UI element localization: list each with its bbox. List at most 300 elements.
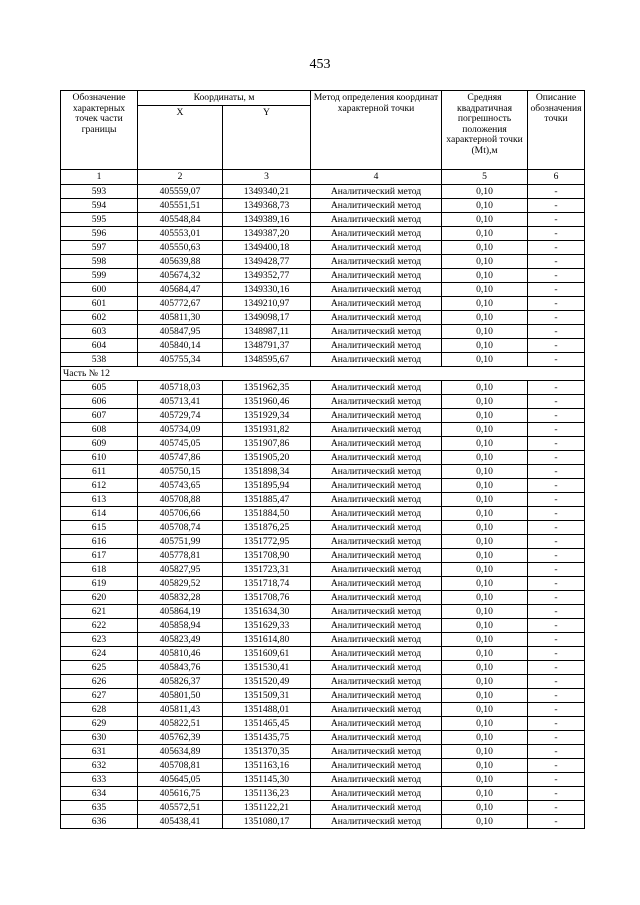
description-cell: - [528, 633, 585, 647]
error-mt-cell: 0,10 [442, 395, 528, 409]
part-label-section [61, 367, 585, 381]
column-number: 4 [311, 170, 442, 185]
description-cell: - [528, 759, 585, 773]
method-cell: Аналитический метод [311, 801, 442, 815]
coord-y-cell: 1349098,17 [223, 311, 311, 325]
coord-y-cell: 1351530,41 [223, 661, 311, 675]
coord-x-cell: 405858,94 [138, 619, 223, 633]
coord-y-cell: 1351435,75 [223, 731, 311, 745]
description-cell: - [528, 731, 585, 745]
point-number-cell: 612 [61, 479, 138, 493]
error-mt-cell: 0,10 [442, 185, 528, 199]
table-row [61, 199, 585, 213]
coord-x-cell: 405751,99 [138, 535, 223, 549]
point-number-cell: 616 [61, 535, 138, 549]
error-mt-cell: 0,10 [442, 325, 528, 339]
coord-x-cell: 405729,74 [138, 409, 223, 423]
header-coordinates: Координаты, м [138, 91, 311, 106]
method-cell: Аналитический метод [311, 199, 442, 213]
point-number-cell: 634 [61, 787, 138, 801]
error-mt-cell: 0,10 [442, 661, 528, 675]
coord-y-cell: 1351884,50 [223, 507, 311, 521]
description-cell: - [528, 619, 585, 633]
coord-y-cell: 1348595,67 [223, 353, 311, 367]
table-body-part-11 [61, 185, 585, 367]
point-number-cell: 628 [61, 703, 138, 717]
description-cell: - [528, 591, 585, 605]
coord-y-cell: 1351080,17 [223, 815, 311, 829]
coord-x-cell: 405616,75 [138, 787, 223, 801]
point-number-cell: 599 [61, 269, 138, 283]
coord-x-cell: 405864,19 [138, 605, 223, 619]
coord-x-cell: 405572,51 [138, 801, 223, 815]
description-cell: - [528, 521, 585, 535]
method-cell: Аналитический метод [311, 773, 442, 787]
error-mt-cell: 0,10 [442, 745, 528, 759]
method-cell: Аналитический метод [311, 269, 442, 283]
description-cell: - [528, 311, 585, 325]
table-row [61, 409, 585, 423]
table-row [61, 787, 585, 801]
error-mt-cell: 0,10 [442, 423, 528, 437]
description-cell: - [528, 605, 585, 619]
coord-y-cell: 1351960,46 [223, 395, 311, 409]
coord-y-cell: 1351488,01 [223, 703, 311, 717]
error-mt-cell: 0,10 [442, 521, 528, 535]
error-mt-cell: 0,10 [442, 759, 528, 773]
description-cell: - [528, 283, 585, 297]
point-number-cell: 631 [61, 745, 138, 759]
coord-y-cell: 1351520,49 [223, 675, 311, 689]
error-mt-cell: 0,10 [442, 717, 528, 731]
point-number-cell: 614 [61, 507, 138, 521]
part-label: Часть № 12 [61, 367, 585, 381]
coord-y-cell: 1349340,21 [223, 185, 311, 199]
description-cell: - [528, 213, 585, 227]
coord-x-cell: 405755,34 [138, 353, 223, 367]
error-mt-cell: 0,10 [442, 269, 528, 283]
method-cell: Аналитический метод [311, 311, 442, 325]
coord-y-cell: 1351509,31 [223, 689, 311, 703]
method-cell: Аналитический метод [311, 339, 442, 353]
coord-y-cell: 1351465,45 [223, 717, 311, 731]
coord-x-cell: 405706,66 [138, 507, 223, 521]
method-cell: Аналитический метод [311, 185, 442, 199]
coord-x-cell: 405772,67 [138, 297, 223, 311]
coord-x-cell: 405713,41 [138, 395, 223, 409]
description-cell: - [528, 549, 585, 563]
error-mt-cell: 0,10 [442, 801, 528, 815]
table-row [61, 465, 585, 479]
description-cell: - [528, 339, 585, 353]
error-mt-cell: 0,10 [442, 255, 528, 269]
coord-x-cell: 405843,76 [138, 661, 223, 675]
coord-y-cell: 1349368,73 [223, 199, 311, 213]
method-cell: Аналитический метод [311, 255, 442, 269]
description-cell: - [528, 409, 585, 423]
error-mt-cell: 0,10 [442, 381, 528, 395]
description-cell: - [528, 297, 585, 311]
coord-y-cell: 1348791,37 [223, 339, 311, 353]
table-row [61, 549, 585, 563]
page-number: 453 [309, 57, 331, 72]
method-cell: Аналитический метод [311, 213, 442, 227]
point-number-cell: 633 [61, 773, 138, 787]
coord-x-cell: 405829,52 [138, 577, 223, 591]
table-row [61, 731, 585, 745]
coord-x-cell: 405827,95 [138, 563, 223, 577]
coord-x-cell: 405684,47 [138, 283, 223, 297]
point-number-cell: 621 [61, 605, 138, 619]
description-cell: - [528, 353, 585, 367]
coord-x-cell: 405674,32 [138, 269, 223, 283]
coord-x-cell: 405822,51 [138, 717, 223, 731]
coord-y-cell: 1351885,47 [223, 493, 311, 507]
coord-y-cell: 1351370,35 [223, 745, 311, 759]
method-cell: Аналитический метод [311, 661, 442, 675]
table-row [61, 773, 585, 787]
coord-x-cell: 405847,95 [138, 325, 223, 339]
header-x: X [138, 106, 223, 170]
coord-y-cell: 1349210,97 [223, 297, 311, 311]
column-number: 1 [61, 170, 138, 185]
method-cell: Аналитический метод [311, 297, 442, 311]
method-cell: Аналитический метод [311, 507, 442, 521]
error-mt-cell: 0,10 [442, 283, 528, 297]
point-number-cell: 613 [61, 493, 138, 507]
table-row [61, 227, 585, 241]
method-cell: Аналитический метод [311, 647, 442, 661]
method-cell: Аналитический метод [311, 745, 442, 759]
column-number: 6 [528, 170, 585, 185]
method-cell: Аналитический метод [311, 731, 442, 745]
coord-y-cell: 1349389,16 [223, 213, 311, 227]
coord-x-cell: 405750,15 [138, 465, 223, 479]
error-mt-cell: 0,10 [442, 227, 528, 241]
point-number-cell: 635 [61, 801, 138, 815]
table-row [61, 815, 585, 829]
error-mt-cell: 0,10 [442, 213, 528, 227]
point-number-cell: 622 [61, 619, 138, 633]
method-cell: Аналитический метод [311, 605, 442, 619]
method-cell: Аналитический метод [311, 815, 442, 829]
method-cell: Аналитический метод [311, 479, 442, 493]
part-label-row [61, 367, 585, 381]
table-row [61, 213, 585, 227]
coord-x-cell: 405810,46 [138, 647, 223, 661]
coord-y-cell: 1351614,80 [223, 633, 311, 647]
point-number-cell: 627 [61, 689, 138, 703]
coord-y-cell: 1349400,18 [223, 241, 311, 255]
method-cell: Аналитический метод [311, 465, 442, 479]
point-number-cell: 603 [61, 325, 138, 339]
error-mt-cell: 0,10 [442, 815, 528, 829]
description-cell: - [528, 689, 585, 703]
description-cell: - [528, 241, 585, 255]
method-cell: Аналитический метод [311, 493, 442, 507]
point-number-cell: 611 [61, 465, 138, 479]
header-description: Описание обозначения точки [528, 91, 585, 170]
coord-x-cell: 405823,49 [138, 633, 223, 647]
error-mt-cell: 0,10 [442, 535, 528, 549]
coord-y-cell: 1351136,23 [223, 787, 311, 801]
point-number-cell: 630 [61, 731, 138, 745]
coord-x-cell: 405708,81 [138, 759, 223, 773]
header-method: Метод определения координат характерной точки [311, 91, 442, 170]
point-number-cell: 602 [61, 311, 138, 325]
description-cell: - [528, 423, 585, 437]
method-cell: Аналитический метод [311, 395, 442, 409]
error-mt-cell: 0,10 [442, 437, 528, 451]
error-mt-cell: 0,10 [442, 241, 528, 255]
coord-x-cell: 405734,09 [138, 423, 223, 437]
method-cell: Аналитический метод [311, 381, 442, 395]
coord-x-cell: 405551,51 [138, 199, 223, 213]
table-row [61, 801, 585, 815]
table-row [61, 423, 585, 437]
description-cell: - [528, 507, 585, 521]
coord-y-cell: 1351708,76 [223, 591, 311, 605]
point-number-cell: 636 [61, 815, 138, 829]
description-cell: - [528, 381, 585, 395]
description-cell: - [528, 451, 585, 465]
error-mt-cell: 0,10 [442, 507, 528, 521]
error-mt-cell: 0,10 [442, 605, 528, 619]
method-cell: Аналитический метод [311, 437, 442, 451]
table-row [61, 563, 585, 577]
point-number-cell: 632 [61, 759, 138, 773]
table-row [61, 633, 585, 647]
description-cell: - [528, 185, 585, 199]
point-number-cell: 629 [61, 717, 138, 731]
method-cell: Аналитический метод [311, 423, 442, 437]
error-mt-cell: 0,10 [442, 409, 528, 423]
method-cell: Аналитический метод [311, 675, 442, 689]
coord-x-cell: 405645,05 [138, 773, 223, 787]
point-number-cell: 604 [61, 339, 138, 353]
table-row [61, 241, 585, 255]
table-row [61, 605, 585, 619]
point-number-cell: 619 [61, 577, 138, 591]
table-row [61, 353, 585, 367]
coord-y-cell: 1351876,25 [223, 521, 311, 535]
coord-x-cell: 405747,86 [138, 451, 223, 465]
description-cell: - [528, 745, 585, 759]
column-number: 2 [138, 170, 223, 185]
coord-x-cell: 405550,63 [138, 241, 223, 255]
description-cell: - [528, 199, 585, 213]
coord-y-cell: 1351723,31 [223, 563, 311, 577]
method-cell: Аналитический метод [311, 703, 442, 717]
point-number-cell: 593 [61, 185, 138, 199]
description-cell: - [528, 325, 585, 339]
error-mt-cell: 0,10 [442, 563, 528, 577]
description-cell: - [528, 563, 585, 577]
point-number-cell: 594 [61, 199, 138, 213]
description-cell: - [528, 647, 585, 661]
error-mt-cell: 0,10 [442, 549, 528, 563]
coord-y-cell: 1349428,77 [223, 255, 311, 269]
method-cell: Аналитический метод [311, 451, 442, 465]
table-row [61, 185, 585, 199]
table-row [61, 255, 585, 269]
table-row [61, 717, 585, 731]
method-cell: Аналитический метод [311, 577, 442, 591]
column-number: 5 [442, 170, 528, 185]
error-mt-cell: 0,10 [442, 689, 528, 703]
method-cell: Аналитический метод [311, 591, 442, 605]
column-number: 3 [223, 170, 311, 185]
coord-x-cell: 405438,41 [138, 815, 223, 829]
point-number-cell: 624 [61, 647, 138, 661]
method-cell: Аналитический метод [311, 227, 442, 241]
table-row [61, 283, 585, 297]
coord-y-cell: 1349387,20 [223, 227, 311, 241]
table-header [61, 91, 585, 185]
coord-y-cell: 1351145,30 [223, 773, 311, 787]
method-cell: Аналитический метод [311, 787, 442, 801]
coord-y-cell: 1351907,86 [223, 437, 311, 451]
error-mt-cell: 0,10 [442, 591, 528, 605]
method-cell: Аналитический метод [311, 241, 442, 255]
coord-y-cell: 1348987,11 [223, 325, 311, 339]
coord-x-cell: 405708,88 [138, 493, 223, 507]
table-row [61, 745, 585, 759]
table-row [61, 591, 585, 605]
method-cell: Аналитический метод [311, 633, 442, 647]
coord-x-cell: 405718,03 [138, 381, 223, 395]
coord-y-cell: 1351962,35 [223, 381, 311, 395]
method-cell: Аналитический метод [311, 563, 442, 577]
method-cell: Аналитический метод [311, 409, 442, 423]
error-mt-cell: 0,10 [442, 703, 528, 717]
error-mt-cell: 0,10 [442, 731, 528, 745]
table-row [61, 661, 585, 675]
table-row [61, 689, 585, 703]
coord-x-cell: 405840,14 [138, 339, 223, 353]
point-number-cell: 538 [61, 353, 138, 367]
table-row [61, 647, 585, 661]
coord-x-cell: 405778,81 [138, 549, 223, 563]
coord-y-cell: 1351929,34 [223, 409, 311, 423]
table-row [61, 507, 585, 521]
coord-y-cell: 1351708,90 [223, 549, 311, 563]
coord-x-cell: 405743,65 [138, 479, 223, 493]
point-number-cell: 607 [61, 409, 138, 423]
boundary-points-table [60, 90, 585, 829]
table-row [61, 675, 585, 689]
description-cell: - [528, 269, 585, 283]
method-cell: Аналитический метод [311, 283, 442, 297]
coord-x-cell: 405832,28 [138, 591, 223, 605]
table-row [61, 311, 585, 325]
method-cell: Аналитический метод [311, 717, 442, 731]
description-cell: - [528, 535, 585, 549]
table-row [61, 381, 585, 395]
table-row [61, 451, 585, 465]
point-number-cell: 606 [61, 395, 138, 409]
coord-y-cell: 1351718,74 [223, 577, 311, 591]
description-cell: - [528, 395, 585, 409]
coord-x-cell: 405553,01 [138, 227, 223, 241]
point-number-cell: 595 [61, 213, 138, 227]
error-mt-cell: 0,10 [442, 311, 528, 325]
table-row [61, 325, 585, 339]
table-row [61, 577, 585, 591]
description-cell: - [528, 815, 585, 829]
table-row [61, 759, 585, 773]
header-y: Y [223, 106, 311, 170]
coord-y-cell: 1349330,16 [223, 283, 311, 297]
coord-x-cell: 405811,43 [138, 703, 223, 717]
coord-y-cell: 1351629,33 [223, 619, 311, 633]
description-cell: - [528, 479, 585, 493]
description-cell: - [528, 255, 585, 269]
table-row [61, 619, 585, 633]
point-number-cell: 618 [61, 563, 138, 577]
error-mt-cell: 0,10 [442, 339, 528, 353]
method-cell: Аналитический метод [311, 689, 442, 703]
description-cell: - [528, 465, 585, 479]
error-mt-cell: 0,10 [442, 451, 528, 465]
method-cell: Аналитический метод [311, 759, 442, 773]
description-cell: - [528, 493, 585, 507]
method-cell: Аналитический метод [311, 521, 442, 535]
description-cell: - [528, 675, 585, 689]
table-row [61, 437, 585, 451]
error-mt-cell: 0,10 [442, 493, 528, 507]
table-row [61, 269, 585, 283]
table-row [61, 339, 585, 353]
coord-x-cell: 405708,74 [138, 521, 223, 535]
point-number-cell: 600 [61, 283, 138, 297]
point-number-cell: 615 [61, 521, 138, 535]
coord-x-cell: 405826,37 [138, 675, 223, 689]
point-number-cell: 609 [61, 437, 138, 451]
point-number-cell: 620 [61, 591, 138, 605]
coord-x-cell: 405634,89 [138, 745, 223, 759]
coord-x-cell: 405639,88 [138, 255, 223, 269]
point-number-cell: 601 [61, 297, 138, 311]
error-mt-cell: 0,10 [442, 773, 528, 787]
coord-y-cell: 1351895,94 [223, 479, 311, 493]
description-cell: - [528, 773, 585, 787]
error-mt-cell: 0,10 [442, 787, 528, 801]
coord-x-cell: 405801,50 [138, 689, 223, 703]
table-row [61, 297, 585, 311]
coord-x-cell: 405762,39 [138, 731, 223, 745]
error-mt-cell: 0,10 [442, 479, 528, 493]
error-mt-cell: 0,10 [442, 647, 528, 661]
coord-y-cell: 1351772,95 [223, 535, 311, 549]
header-error: Средняя квадратичная погрешность положения характерной точки (Mt),м [442, 91, 528, 170]
description-cell: - [528, 577, 585, 591]
table-row [61, 521, 585, 535]
point-number-cell: 598 [61, 255, 138, 269]
description-cell: - [528, 787, 585, 801]
error-mt-cell: 0,10 [442, 577, 528, 591]
method-cell: Аналитический метод [311, 619, 442, 633]
table-row [61, 493, 585, 507]
point-number-cell: 608 [61, 423, 138, 437]
description-cell: - [528, 661, 585, 675]
point-number-cell: 605 [61, 381, 138, 395]
error-mt-cell: 0,10 [442, 297, 528, 311]
table-row [61, 535, 585, 549]
error-mt-cell: 0,10 [442, 619, 528, 633]
point-number-cell: 625 [61, 661, 138, 675]
point-number-cell: 596 [61, 227, 138, 241]
